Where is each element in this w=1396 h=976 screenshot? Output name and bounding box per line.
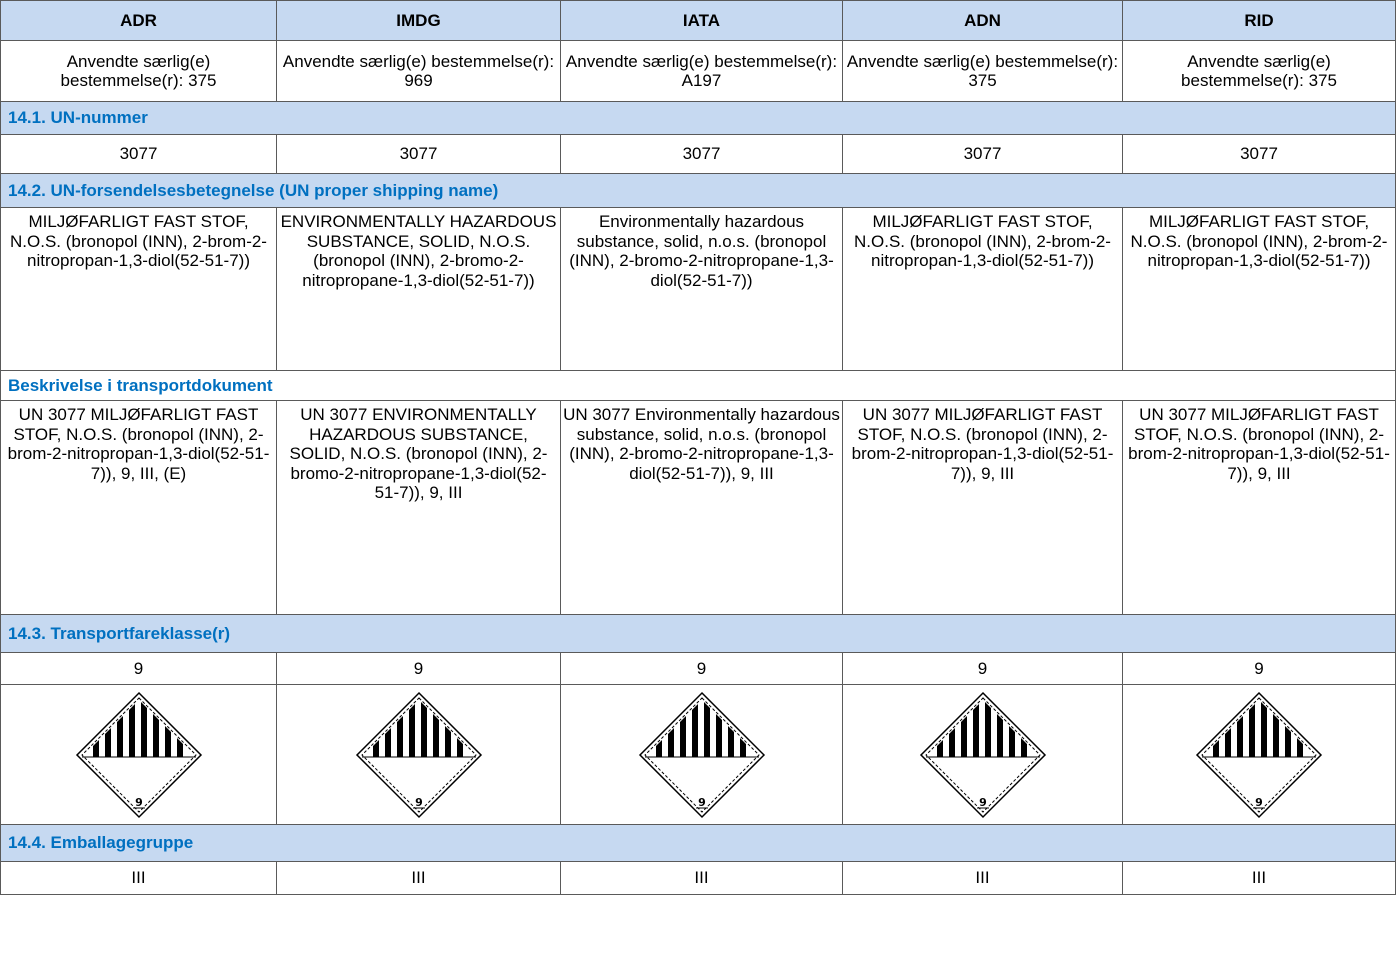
class-9-hazard-placard-icon <box>636 689 768 821</box>
transport-doc-iata: UN 3077 Environmentally hazardous substance, solid, n.o.s. (bronopol (INN), 2-bromo-2-nitropropane-1,3-diol(52-51-7)), 9, III <box>561 401 843 615</box>
header-row <box>1 1 1396 41</box>
un-number-adn: 3077 <box>843 135 1123 174</box>
special-provision-adr: Anvendte særlig(e) bestemmelse(r): 375 <box>1 41 277 102</box>
placard-cell-rid <box>1123 685 1396 825</box>
section-heading-transport-doc: Beskrivelse i transportdokument <box>1 371 1396 401</box>
column-header-imdg: IMDG <box>277 1 561 41</box>
hazard-class-adn: 9 <box>843 653 1123 685</box>
transport-doc-adr: UN 3077 MILJØFARLIGT FAST STOF, N.O.S. (bronopol (INN), 2-brom-2-nitropropan-1,3-diol(52-51-7)), 9, III, (E) <box>1 401 277 615</box>
un-number-imdg: 3077 <box>277 135 561 174</box>
un-number-rid: 3077 <box>1123 135 1396 174</box>
section-row-hazard-class <box>1 615 1396 653</box>
un-number-iata: 3077 <box>561 135 843 174</box>
shipping-name-adr: MILJØFARLIGT FAST STOF, N.O.S. (bronopol (INN), 2-brom-2-nitropropan-1,3-diol(52-51-7)) <box>1 208 277 371</box>
transport-doc-imdg: UN 3077 ENVIRONMENTALLY HAZARDOUS SUBSTANCE, SOLID, N.O.S. (bronopol (INN), 2-bromo-2-nitropropane-1,3-diol(52-51-7)), 9, III <box>277 401 561 615</box>
section-row-shipping-name <box>1 174 1396 208</box>
shipping-name-rid: MILJØFARLIGT FAST STOF, N.O.S. (bronopol (INN), 2-brom-2-nitropropan-1,3-diol(52-51-7)) <box>1123 208 1396 371</box>
column-header-iata: IATA <box>561 1 843 41</box>
hazard-class-row <box>1 653 1396 685</box>
shipping-name-iata: Environmentally hazardous substance, solid, n.o.s. (bronopol (INN), 2-bromo-2-nitropropane-1,3-diol(52-51-7)) <box>561 208 843 371</box>
placard-cell-adn <box>843 685 1123 825</box>
column-header-adn: ADN <box>843 1 1123 41</box>
packing-group-adn: III <box>843 862 1123 895</box>
special-provision-iata: Anvendte særlig(e) bestemmelse(r): A197 <box>561 41 843 102</box>
class-9-hazard-placard-icon <box>917 689 1049 821</box>
section-row-transport-doc <box>1 371 1396 401</box>
section-heading-shipping-name: 14.2. UN-forsendelsesbetegnelse (UN proper shipping name) <box>1 174 1396 208</box>
placard-cell-imdg <box>277 685 561 825</box>
placard-class-number: 9 <box>697 795 706 809</box>
class-9-hazard-placard-icon <box>353 689 485 821</box>
section-heading-un-number: 14.1. UN-nummer <box>1 102 1396 135</box>
packing-group-rid: III <box>1123 862 1396 895</box>
transport-doc-rid: UN 3077 MILJØFARLIGT FAST STOF, N.O.S. (bronopol (INN), 2-brom-2-nitropropan-1,3-diol(52-51-7)), 9, III <box>1123 401 1396 615</box>
placard-class-number: 9 <box>978 795 987 809</box>
hazard-placard-row <box>1 685 1396 825</box>
section-heading-hazard-class: 14.3. Transportfareklasse(r) <box>1 615 1396 653</box>
shipping-name-row <box>1 208 1396 371</box>
shipping-name-imdg: ENVIRONMENTALLY HAZARDOUS SUBSTANCE, SOLID, N.O.S. (bronopol (INN), 2-bromo-2-nitropropane-1,3-diol(52-51-7)) <box>277 208 561 371</box>
hazard-class-adr: 9 <box>1 653 277 685</box>
hazard-class-imdg: 9 <box>277 653 561 685</box>
placard-class-number: 9 <box>414 795 423 809</box>
special-provisions-row <box>1 41 1396 102</box>
placard-cell-iata <box>561 685 843 825</box>
packing-group-row <box>1 862 1396 895</box>
packing-group-iata: III <box>561 862 843 895</box>
hazard-class-rid: 9 <box>1123 653 1396 685</box>
column-header-rid: RID <box>1123 1 1396 41</box>
section-row-un-number <box>1 102 1396 135</box>
transport-doc-adn: UN 3077 MILJØFARLIGT FAST STOF, N.O.S. (bronopol (INN), 2-brom-2-nitropropan-1,3-diol(52-51-7)), 9, III <box>843 401 1123 615</box>
packing-group-imdg: III <box>277 862 561 895</box>
class-9-hazard-placard-icon <box>1193 689 1325 821</box>
placard-class-number: 9 <box>134 795 143 809</box>
transport-doc-row <box>1 401 1396 615</box>
placard-class-number: 9 <box>1255 795 1263 809</box>
packing-group-adr: III <box>1 862 277 895</box>
special-provision-adn: Anvendte særlig(e) bestemmelse(r): 375 <box>843 41 1123 102</box>
class-9-hazard-placard-icon <box>73 689 205 821</box>
un-number-adr: 3077 <box>1 135 277 174</box>
special-provision-imdg: Anvendte særlig(e) bestemmelse(r): 969 <box>277 41 561 102</box>
placard-cell-adr <box>1 685 277 825</box>
column-header-adr: ADR <box>1 1 277 41</box>
section-row-packing-group <box>1 825 1396 862</box>
shipping-name-adn: MILJØFARLIGT FAST STOF, N.O.S. (bronopol (INN), 2-brom-2-nitropropan-1,3-diol(52-51-7)) <box>843 208 1123 371</box>
hazard-class-iata: 9 <box>561 653 843 685</box>
section-heading-packing-group: 14.4. Emballagegruppe <box>1 825 1396 862</box>
special-provision-rid: Anvendte særlig(e) bestemmelse(r): 375 <box>1123 41 1396 102</box>
un-number-row <box>1 135 1396 174</box>
